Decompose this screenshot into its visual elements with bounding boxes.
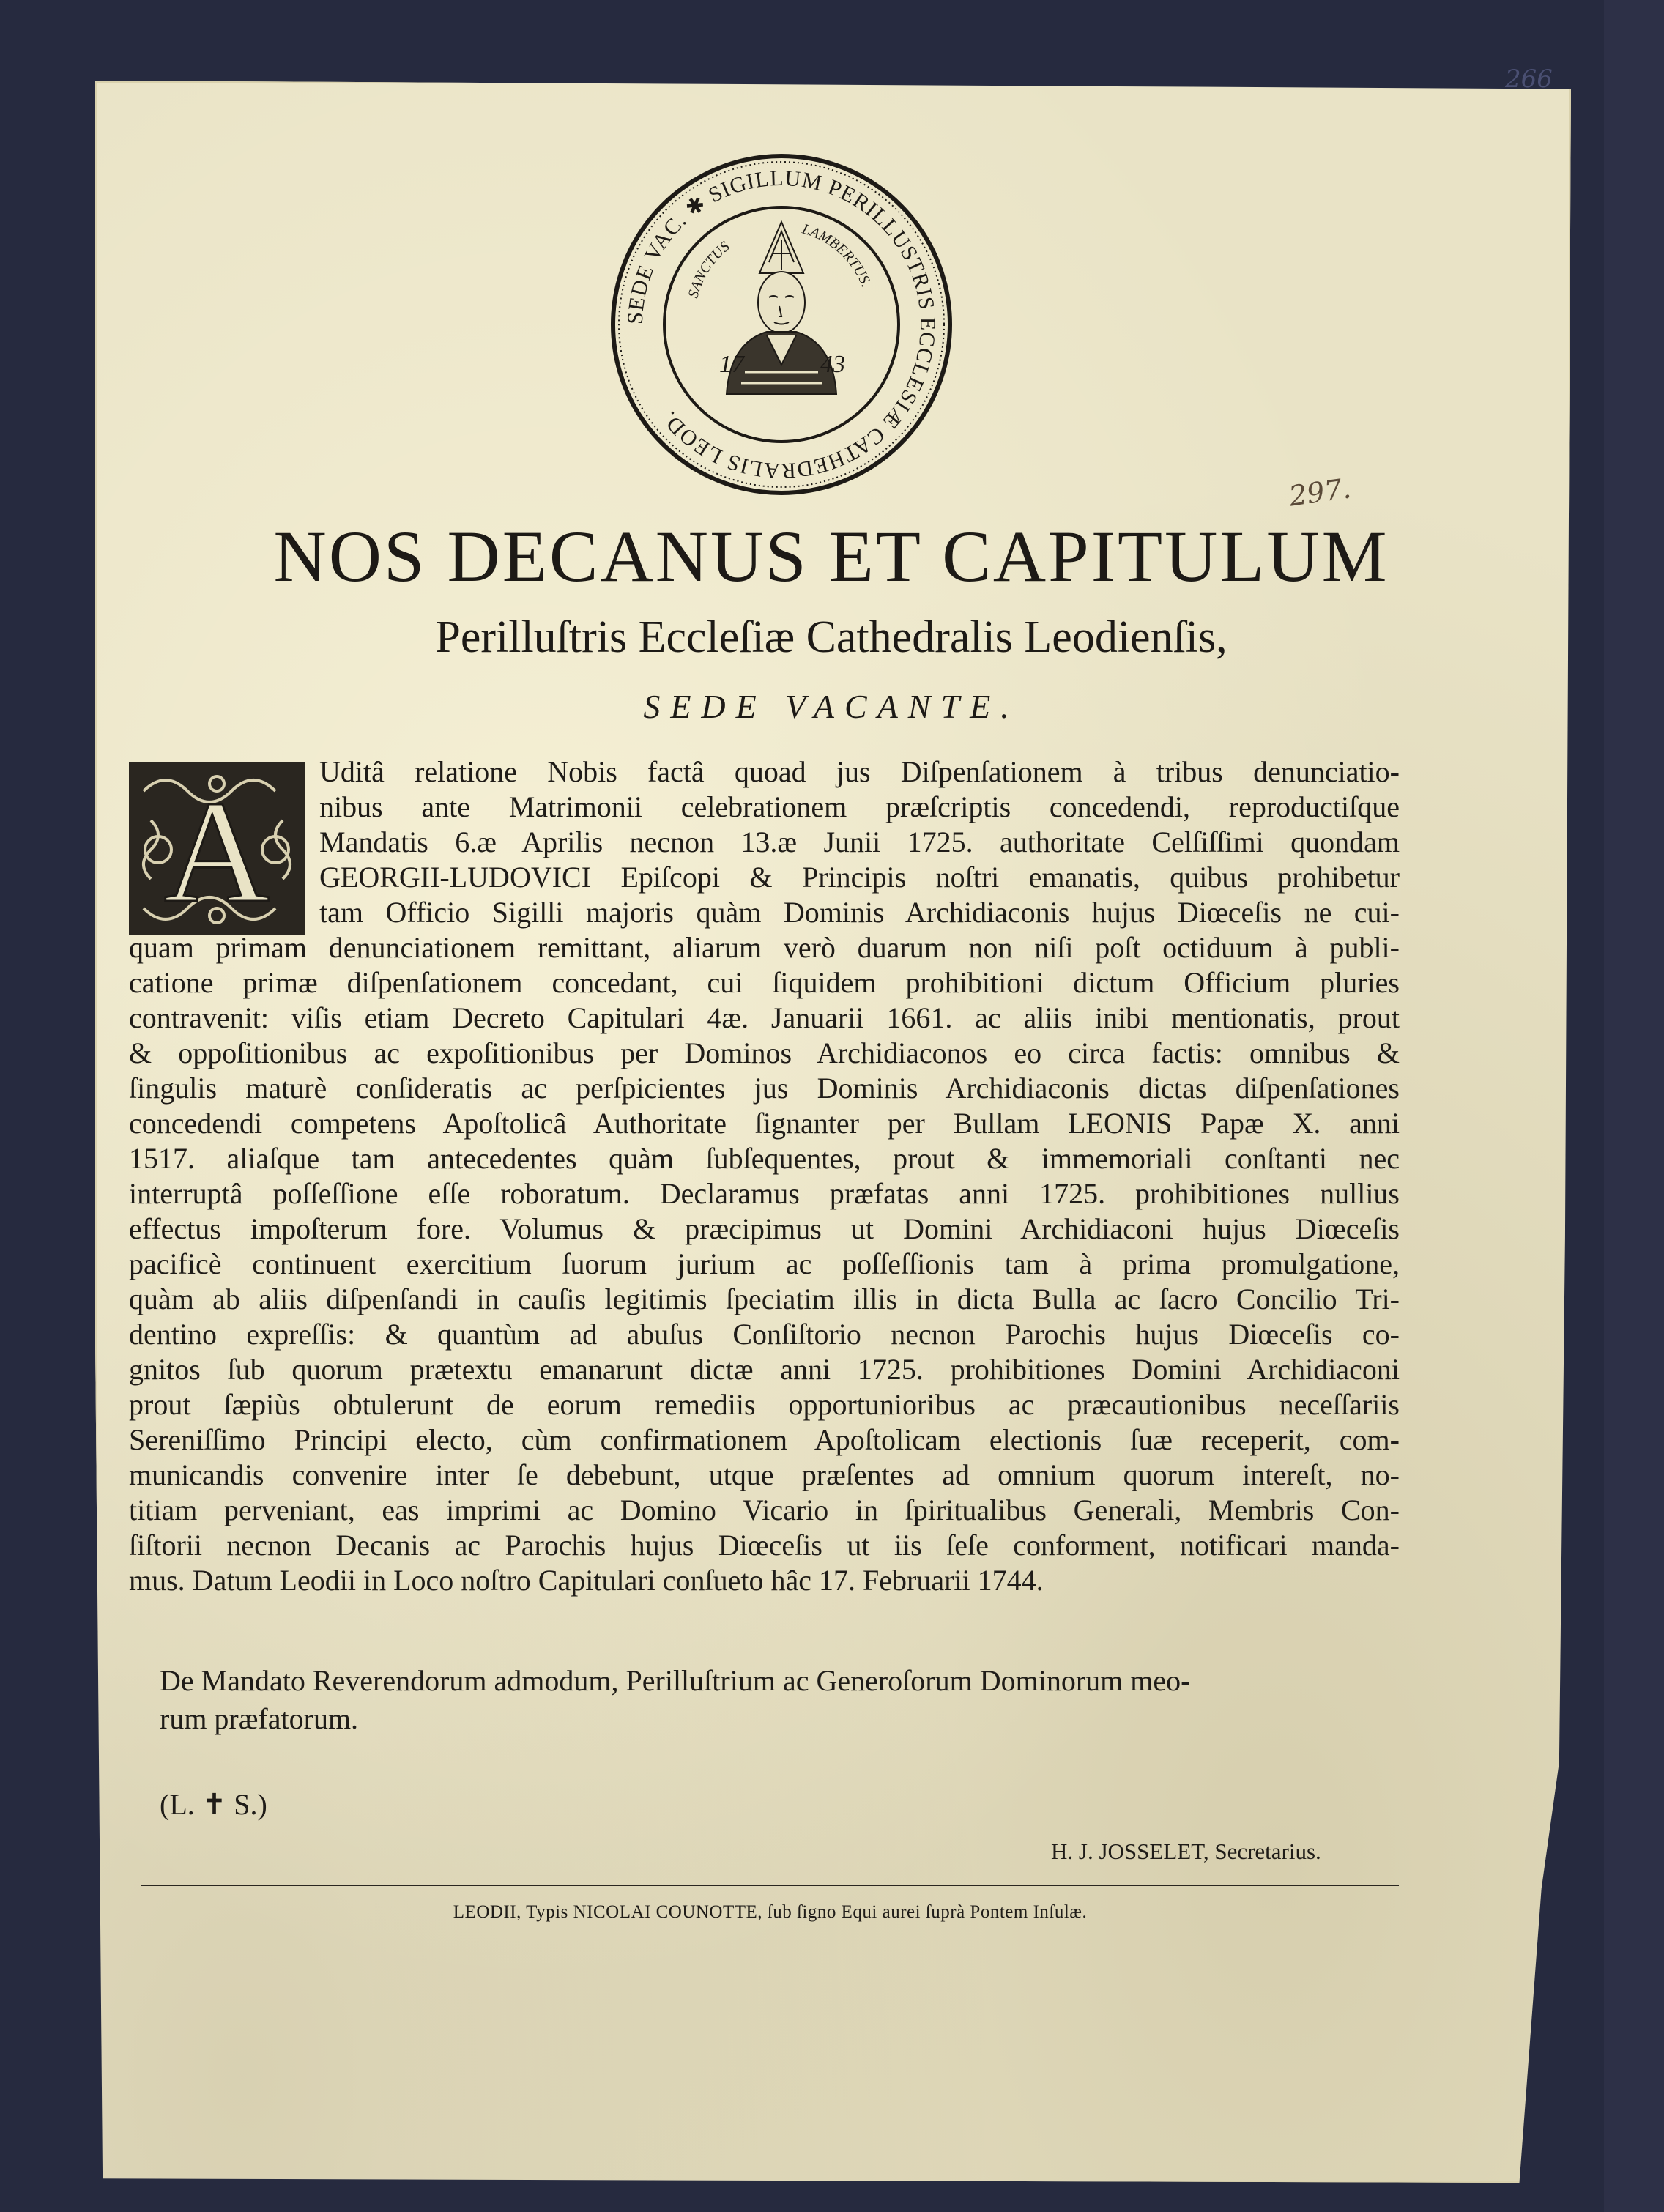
body-line: & oppoſitionibus ac expoſitionibus per Dominos Archidiaconos eo circa factis: omnibus & (129, 1036, 1400, 1069)
seal-year-left: 17 (719, 351, 744, 378)
mandato-line-2: rum præfatorum. (160, 1702, 359, 1735)
locus-sigilli: (L. ✝ S.) (160, 1788, 267, 1821)
printer-imprint: LEODII, Typis NICOLAI COUNOTTE, ſub ſigno Equi aurei ſuprà Pontem Inſulæ. (453, 1902, 1088, 1922)
scan-backdrop-edge (1604, 0, 1664, 2212)
secretary-signature: H. J. JOSSELET, Secretarius. (1051, 1838, 1321, 1864)
body-line: municandis convenire inter ſe debebunt, utque præſentes ad omnium quorum intereſt, no- (129, 1458, 1400, 1491)
divider-rule (141, 1885, 1399, 1886)
mandato-line-1: De Mandato Reverendorum admodum, Perilluſtrium ac Generoſorum Dominorum meo- (160, 1664, 1191, 1697)
seal-legend: SEDE VAC. ✱ SIGILLUM PERILLUSTRIS ECCLESIÆ CATHEDRALIS LEOD. (623, 166, 940, 483)
body-line: quam primam denunciationem remittant, aliarum verò duarum non niſi poſt octiduum à publi- (129, 931, 1400, 964)
body-line: prout ſæpiùs obtulerunt de eorum remediis opportunioribus ac præcautionibus neceſſariis (129, 1388, 1400, 1421)
body-line: quàm ab aliis diſpenſandi in cauſis legitimis ſpeciatim illis in dicta Bulla ac ſacro Concilio Tri- (129, 1283, 1400, 1315)
body-line: concedendi competens Apoſtolicâ Authoritate ſignanter per Bullam LEONIS Papæ X. anni (129, 1107, 1400, 1140)
body-line: gnitos ſub quorum prætextu emanarunt dictæ anni 1725. prohibitiones Domini Archidiaconi (129, 1353, 1400, 1386)
initial-letter-a: A (163, 771, 270, 933)
body-line: Uditâ relatione Nobis factâ quoad jus Diſpenſationem à tribus denunciatio- (319, 755, 1400, 788)
body-line: contravenit: viſis etiam Decreto Capitulari 4æ. Januarii 1661. ac aliis inibi mentionatis, prout (129, 1001, 1400, 1034)
body-line: interruptâ poſſeſſione eſſe roboratum. Declaramus præfatas anni 1725. prohibitiones nullius (129, 1177, 1400, 1210)
chapter-seal-emblem (609, 152, 954, 497)
body-line: GEORGII-LUDOVICI Epiſcopi & Principis noſtri emanatis, quibus prohibetur (319, 861, 1400, 894)
body-line: Sereniſſimo Principi electo, cùm confirmationem Apoſtolicam electionis ſuæ receperit, com- (129, 1423, 1400, 1456)
body-line: titiam perveniant, eas imprimi ac Domino Vicario in ſpiritualibus Generali, Membris Con- (129, 1493, 1400, 1526)
body-line: ſingulis maturè conſideratis ac perſpicientes jus Dominis Archidiaconis dictas diſpenſationes (129, 1072, 1400, 1105)
decorated-initial-letter (129, 762, 305, 935)
body-line: ſiſtorii necnon Decanis ac Parochis hujus Diœceſis ut iis ſeſe conforment, notificari manda- (129, 1529, 1400, 1562)
document-subtitle: Perilluſtris Eccleſiæ Cathedralis Leodienſis, (435, 612, 1227, 662)
body-line: mus. Datum Leodii in Loco noſtro Capitulari conſueto hâc 17. Februarii 1744. (129, 1564, 1044, 1597)
seal-sanctus: SANCTUS (685, 238, 733, 300)
body-line: dentino expreſſis: & quantùm ad abuſus Conſiſtorio necnon Parochis hujus Diœceſis co- (129, 1318, 1400, 1351)
folio-number-inner: 297. (1287, 472, 1353, 513)
document-title: NOS DECANUS ET CAPITULUM (273, 516, 1389, 597)
body-line: pacificè continuent exercitium ſuorum jurium ac poſſeſſionis tam à prima promulgatione, (129, 1247, 1400, 1280)
body-line: tam Officio Sigilli majoris quàm Dominis Archidiaconis hujus Diœceſis ne cui- (319, 896, 1400, 929)
sede-vacante-heading: SEDE VACANTE. (643, 688, 1019, 725)
seal-lambertus: LAMBERTUS. (800, 220, 874, 290)
body-line: nibus ante Matrimonii celebrationem præſcriptis concedendi, reproductiſque (319, 790, 1400, 823)
seal-year-right: 43 (820, 351, 845, 378)
body-line: effectus impoſterum fore. Volumus & præcipimus ut Domini Archidiaconi hujus Diœceſis (129, 1212, 1400, 1245)
body-line: Mandatis 6.æ Aprilis necnon 13.æ Junii 1725. authoritate Celſiſſimi quondam (319, 825, 1400, 858)
folio-number-top: 266 (1505, 64, 1553, 94)
body-line: catione primæ diſpenſationem concedant, cui ſiquidem prohibitioni dictum Officium pluries (129, 966, 1400, 999)
body-line: 1517. aliaſque tam antecedentes quàm ſubſequentes, prout & immemoriali conſtanti nec (129, 1142, 1400, 1175)
